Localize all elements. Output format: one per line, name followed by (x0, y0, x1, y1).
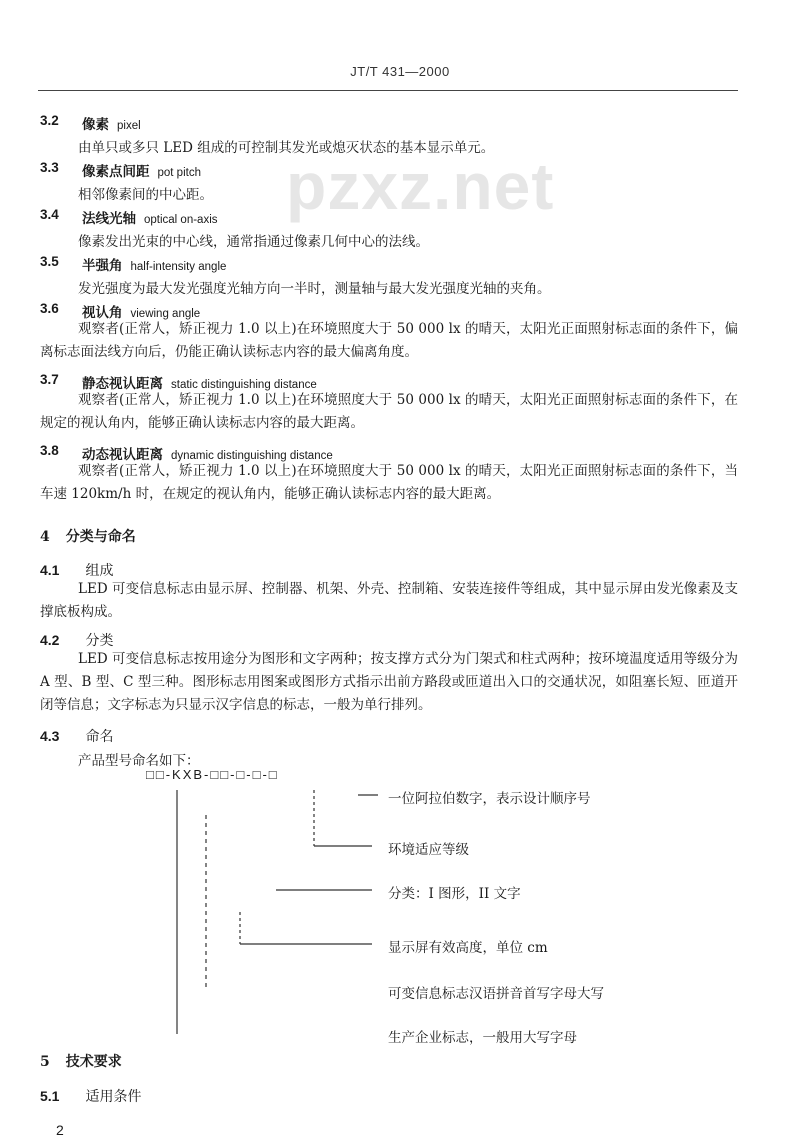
term-zh: 半强角 (82, 258, 123, 274)
subsection-heading-5-1 (40, 1086, 141, 1106)
subsection-number: 4.1 (40, 562, 60, 578)
term-en: optical on-axis (144, 214, 218, 226)
term-definition: 观察者(正常人，矫正视力 1.0 以上)在环境照度大于 50 000 lx 的晴天，太阳光正面照射标志面的条件下，当车速 120km/h 时，在规定的视认角内，能够正确认读标志内容的最大距离。 (40, 463, 738, 502)
term-number: 3.6 (40, 301, 59, 316)
term-zh: 像素点间距 (82, 164, 150, 180)
term-zh: 视认角 (82, 305, 123, 321)
term-number: 3.4 (40, 207, 59, 222)
subsection-number: 4.2 (40, 632, 60, 648)
section-number: 5 (40, 1054, 50, 1070)
subsection-title: 命名 (85, 729, 114, 745)
subsection-number: 4.3 (40, 728, 60, 744)
legend-item: 可变信息标志汉语拼音首写字母大写 (388, 986, 604, 1002)
term-number: 3.7 (40, 372, 59, 387)
section-number: 4 (40, 529, 50, 545)
standard-header: JT/T 431—2000 (350, 64, 450, 79)
legend-item: 一位阿拉伯数字，表示设计顺序号 (388, 791, 591, 807)
subsection-title: 组成 (85, 563, 114, 579)
subsection-number: 5.1 (40, 1088, 60, 1104)
term-definition: 发光强度为最大发光强度光轴方向一半时，测量轴与最大发光强度光轴的夹角。 (78, 281, 551, 297)
naming-intro: 产品型号命名如下： (78, 753, 200, 769)
term-zh: 动态视认距离 (82, 447, 163, 463)
term-en: pot pitch (157, 167, 201, 179)
term-definition: 由单只或多只 LED 组成的可控制其发光或熄灭状态的基本显示单元。 (78, 140, 495, 156)
term-en: viewing angle (130, 308, 201, 320)
term-en: pixel (117, 120, 141, 132)
term-zh: 像素 (82, 117, 109, 133)
section-title: 技术要求 (65, 1054, 122, 1070)
legend-item: 显示屏有效高度，单位 cm (388, 940, 548, 956)
term-en: dynamic distinguishing distance (171, 450, 333, 462)
legend-item: 生产企业标志，一般用大写字母 (388, 1030, 577, 1046)
section-heading-5 (40, 1051, 122, 1071)
term-zh: 静态视认距离 (82, 376, 163, 392)
legend-item: 环境适应等级 (388, 842, 469, 858)
term-number: 3.2 (40, 113, 59, 128)
watermark: pzxz.net (286, 149, 555, 223)
legend-item: 分类：I 图形，II 文字 (388, 886, 521, 902)
term-number: 3.3 (40, 160, 59, 175)
term-en: half-intensity angle (130, 261, 227, 273)
subsection-title: 分类 (85, 633, 114, 649)
term-definition: 观察者(正常人，矫正视力 1.0 以上)在环境照度大于 50 000 lx 的晴天，太阳光正面照射标志面的条件下，在规定的视认角内，能够正确认读标志内容的最大距离。 (40, 392, 738, 431)
model-code: □□-KXB-□□-□-□-□ (146, 767, 279, 782)
term-definition: 像素发出光束的中心线，通常指通过像素几何中心的法线。 (78, 234, 429, 250)
section-title: 分类与命名 (65, 529, 136, 545)
subsection-text-4-1: LED 可变信息标志由显示屏、控制器、机架、外壳、控制箱、安装连接件等组成，其中显示屏由发光像素及支撑底板构成。 (40, 581, 738, 620)
subsection-title: 适用条件 (85, 1089, 142, 1105)
term-en: static distinguishing distance (171, 379, 317, 391)
term-number: 3.5 (40, 254, 59, 269)
page-number: 2 (56, 1122, 64, 1138)
term-definition: 相邻像素间的中心距。 (78, 187, 213, 203)
term-definition: 观察者(正常人，矫正视力 1.0 以上)在环境照度大于 50 000 lx 的晴天，太阳光正面照射标志面的条件下，偏离标志面法线方向后，仍能正确认读标志内容的最大偏离角度。 (40, 321, 738, 360)
term-number: 3.8 (40, 443, 59, 458)
subsection-text-4-2: LED 可变信息标志按用途分为图形和文字两种；按支撑方式分为门架式和柱式两种；按环境温度适用等级分为 A 型、B 型、C 型三种。图形标志用图案或图形方式指示出前方路段或匝道出入口的交通状况，如阻塞长短、匝道开闭等信息；文字标志为只显示汉字信息的标志，一般为单行排列。 (40, 651, 738, 713)
term-zh: 法线光轴 (82, 211, 136, 227)
